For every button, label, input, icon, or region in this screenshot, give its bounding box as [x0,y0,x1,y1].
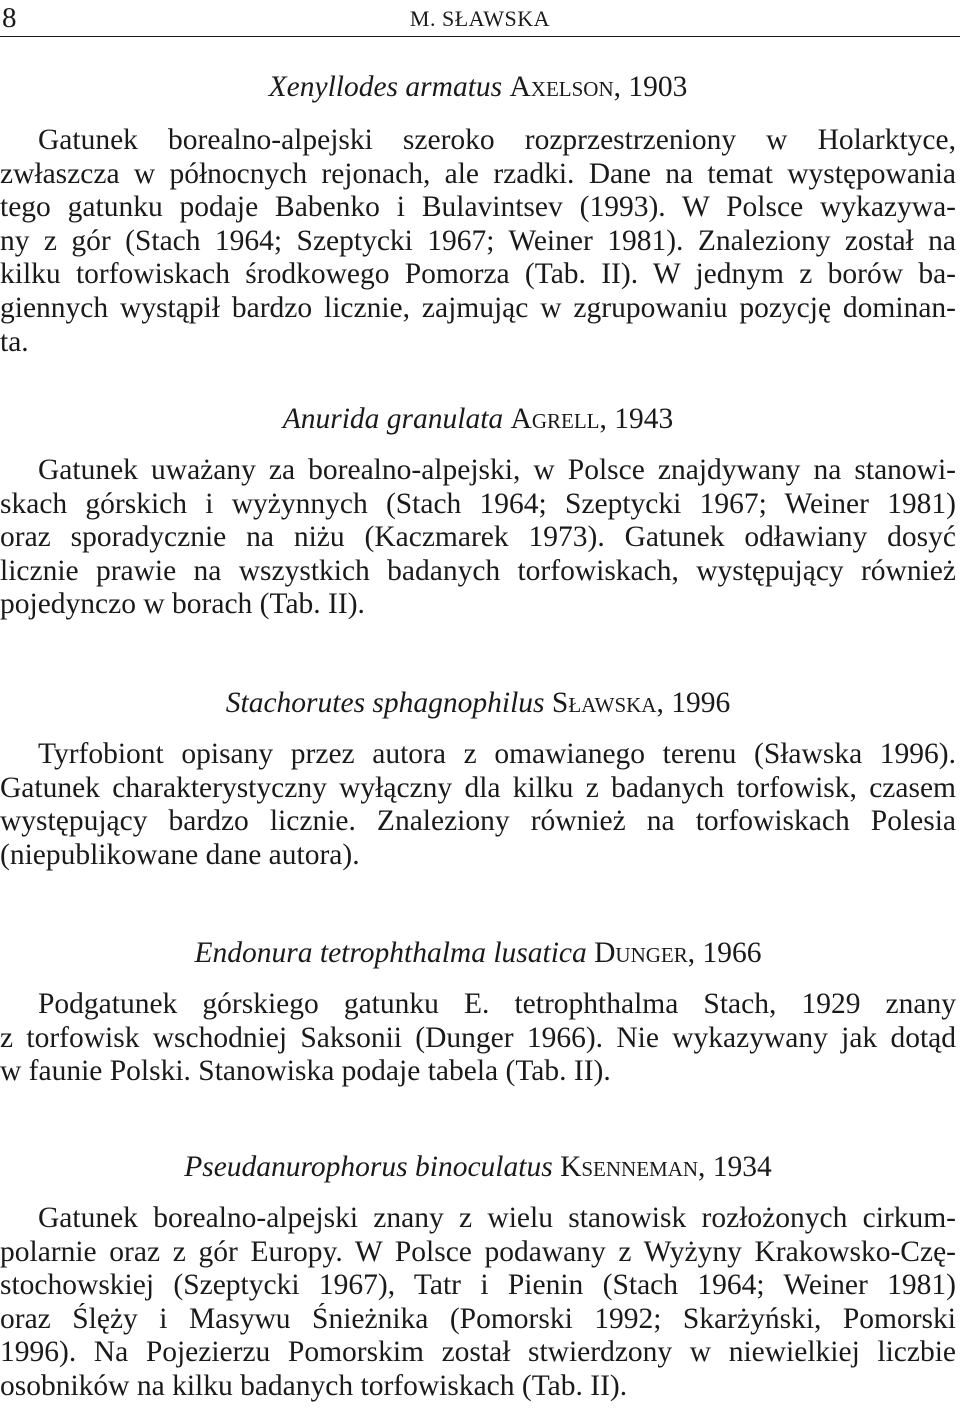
species-entry [0,70,956,359]
text-line: skach górskich i wyżynnych (Stach 1964; Szeptycki 1967; Weiner 1981) [0,487,956,520]
species-year: , 1966 [687,937,762,969]
species-entry [0,1150,956,1404]
species-author: Axelson [509,71,614,103]
text-line: Gatunek borealno-alpejski znany z wielu stanowisk rozłożonych cirkum- [38,1202,956,1234]
text-line: w faunie Polski. Stanowiska podaje tabela (Tab. II). [0,1055,611,1088]
species-description [0,738,956,872]
species-year: , 1934 [698,1151,772,1183]
text-line: pojedynczo w borach (Tab. II). [0,588,365,621]
text-line: (niepublikowane dane autora). [0,838,360,871]
species-author: Ksenneman [560,1151,699,1183]
species-author: Dunger [594,937,688,969]
text-line: tego gatunku podaje Babenko i Bulavintsev (1993). W Polsce wykazywa- [0,191,956,224]
text-line: z torfowisk wschodniej Saksonii (Dunger 1966). Nie wykazywany jak dotąd [0,1021,956,1054]
text-line: licznie prawie na wszystkich badanych torfowiskach, występujący również [0,554,956,587]
page-number: 8 [2,2,17,34]
species-entry [0,402,956,622]
species-heading [0,1150,956,1184]
text-line: oraz Ślęży i Masywu Śnieżnika (Pomorski 1992; Skarżyński, Pomorski [0,1302,956,1335]
text-line: Gatunek uważany za borealno-alpejski, w Polsce znajdywany na stanowi- [38,454,956,486]
species-year: , 1943 [599,403,674,435]
text-line: giennych wystąpił bardzo licznie, zajmując w zgrupowaniu pozycję dominan- [0,291,956,324]
text-line: stochowskiej (Szeptycki 1967), Tatr i Pienin (Stach 1964; Weiner 1981) [0,1269,956,1302]
species-author: Sławska [551,687,657,719]
species-binomial: Endonura tetrophthalma lusatica [194,937,587,969]
text-line: kilku torfowiskach środkowego Pomorza (Tab. II). W jednym z borów ba- [0,258,956,291]
running-head: M. SŁAWSKA [409,6,551,31]
text-line: występujący bardzo licznie. Znaleziony również na torfowiskach Polesia [0,805,956,838]
header-rule [0,36,960,37]
species-description [0,988,956,1089]
species-author: Agrell [510,403,600,435]
text-line: ta. [0,325,29,358]
text-line: zwłaszcza w północnych rejonach, ale rzadki. Dane na temat występowania [0,157,956,190]
text-line: Gatunek borealno-alpejski szeroko rozprzestrzeniony w Holarktyce, [38,124,956,156]
species-binomial: Xenyllodes armatus [268,71,503,103]
text-line: Tyrfobiont opisany przez autora z omawianego terenu (Sławska 1996). [38,738,956,770]
species-entry [0,686,956,872]
species-year: , 1996 [656,687,731,719]
species-heading [0,402,956,436]
species-description [0,124,956,359]
species-binomial: Pseudanurophorus binoculatus [184,1151,553,1183]
text-line: polarnie oraz z gór Europy. W Polsce podawany z Wyżyny Krakowsko-Czę- [0,1235,956,1268]
text-line: oraz sporadycznie na niżu (Kaczmarek 1973). Gatunek odławiany dosyć [0,521,956,554]
species-heading [0,936,956,970]
species-heading [0,70,956,104]
species-year: , 1903 [613,71,688,103]
species-entry [0,936,956,1089]
text-line: osobników na kilku badanych torfowiskach (Tab. II). [0,1369,628,1402]
species-binomial: Stachorutes sphagnophilus [225,687,545,719]
text-line: Gatunek charakterystyczny wyłączny dla kilku z badanych torfowisk, czasem [0,771,956,804]
species-heading [0,686,956,720]
species-description [0,1202,956,1404]
text-line: ny z gór (Stach 1964; Szeptycki 1967; Weiner 1981). Znaleziony został na [0,224,956,257]
species-description [0,454,956,622]
species-binomial: Anurida granulata [282,403,504,435]
text-line: Podgatunek górskiego gatunku E. tetrophthalma Stach, 1929 znany [38,988,956,1020]
text-line: 1996). Na Pojezierzu Pomorskim został stwierdzony w niewielkiej liczbie [0,1336,956,1369]
